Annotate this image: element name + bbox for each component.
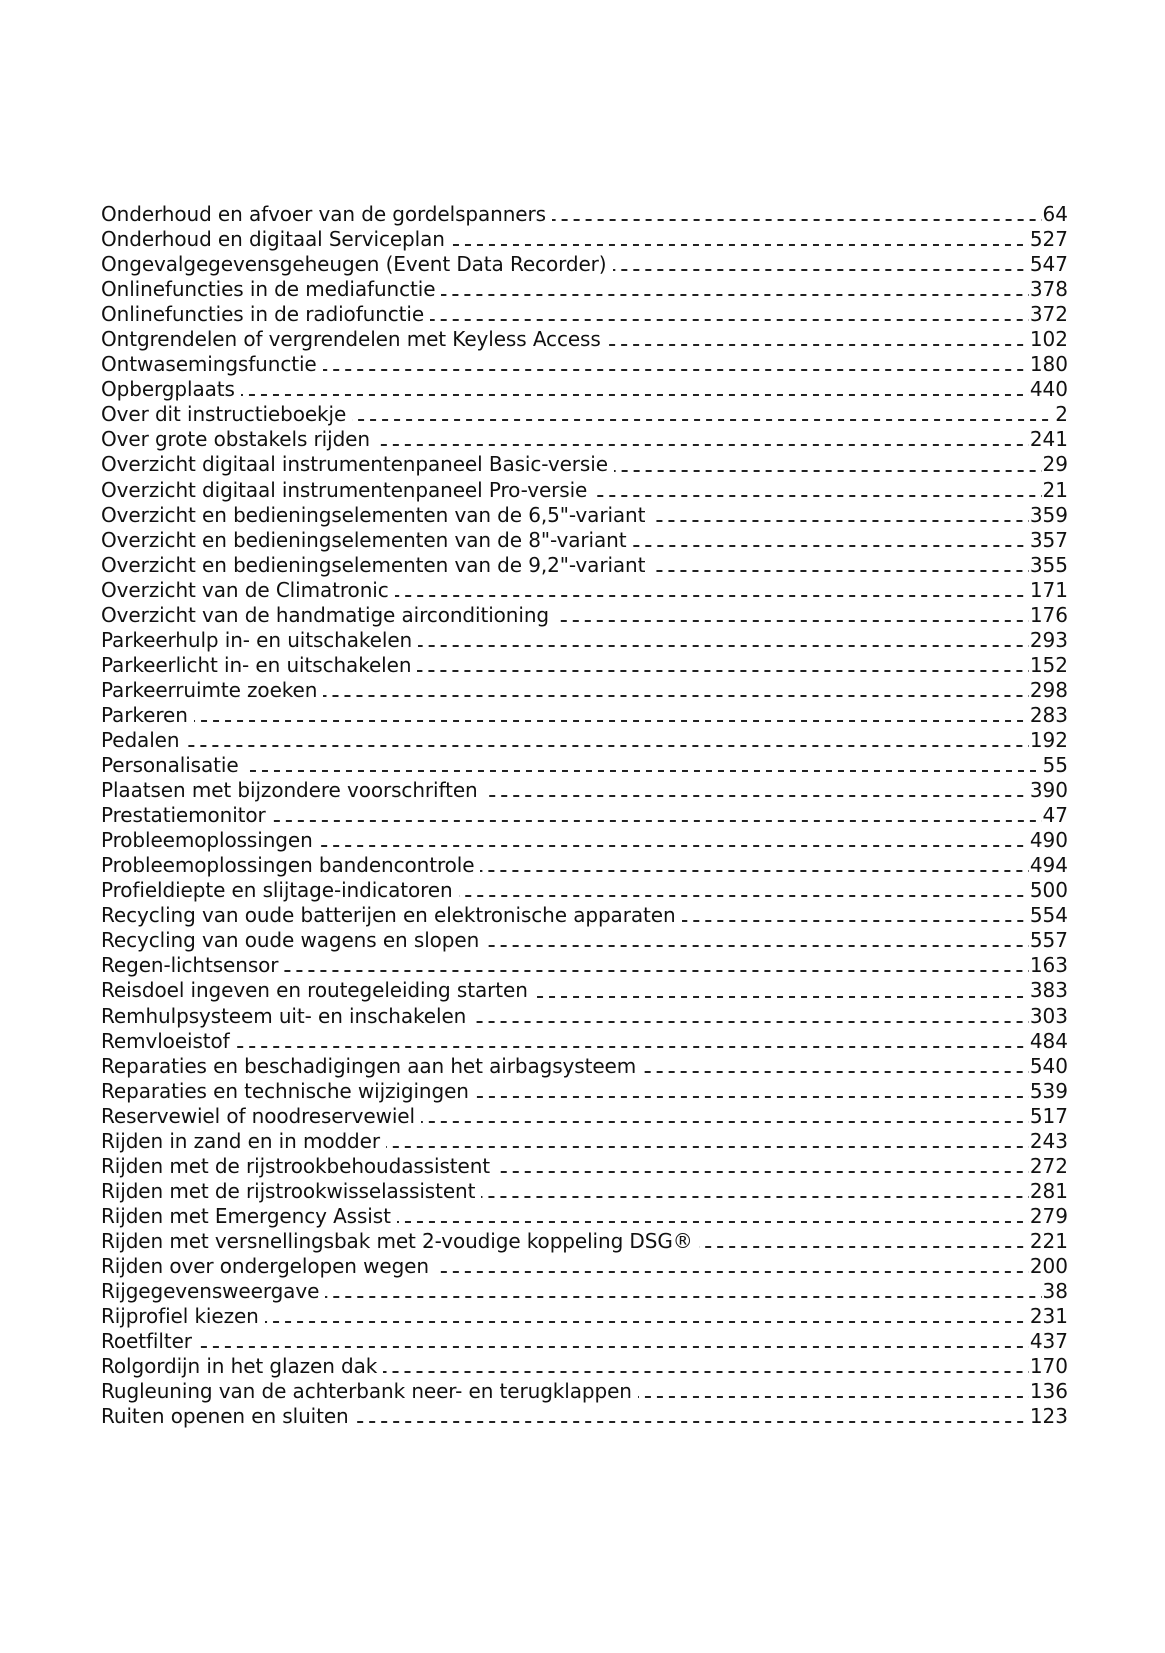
- index-entry-page: 38: [1042, 1279, 1068, 1304]
- index-entry-page: 180: [1029, 352, 1068, 377]
- index-entry[interactable]: [101, 803, 1068, 828]
- dot-leader: [418, 645, 1029, 647]
- dot-leader: [323, 695, 1028, 697]
- index-entry-label: Rijprofiel kiezen: [101, 1304, 259, 1329]
- index-entry-label: Onlinefuncties in de radiofunctie: [101, 302, 425, 327]
- index-entry-label: Remvloeistof: [101, 1028, 230, 1053]
- index-entry[interactable]: [101, 1304, 1068, 1329]
- index-entry[interactable]: [101, 828, 1068, 853]
- index-entry-label: Parkeerlicht in- en uitschakelen: [101, 652, 412, 677]
- index-entry-label: Parkeren: [101, 702, 188, 727]
- index-entry-label: Rijden in zand en in modder: [101, 1128, 380, 1153]
- index-entry-label: Onderhoud en afvoer van de gordelspanners: [101, 202, 546, 226]
- index-entry-label: Reisdoel ingeven en routegeleiding starten: [101, 978, 528, 1003]
- index-entry-page: 243: [1029, 1128, 1068, 1153]
- index-entry[interactable]: [101, 327, 1068, 352]
- dot-leader: [325, 1296, 1041, 1298]
- dot-leader: [421, 1121, 1029, 1123]
- index-entry[interactable]: [101, 878, 1068, 903]
- index-entry-page: 298: [1029, 677, 1068, 702]
- index-entry-page: 176: [1029, 602, 1068, 627]
- index-entry[interactable]: [101, 1004, 1068, 1029]
- index-entry-page: 47: [1042, 803, 1068, 828]
- index-entry[interactable]: [101, 478, 1068, 503]
- dot-leader: [451, 244, 1029, 246]
- dot-leader: [236, 1046, 1029, 1048]
- index-entry-label: Recycling van oude batterijen en elektronische apparaten: [101, 903, 676, 928]
- index-entry-label: Ontgrendelen of vergrendelen met Keyless Access: [101, 327, 601, 352]
- dot-leader: [593, 495, 1041, 497]
- index-entry-page: 279: [1029, 1203, 1068, 1228]
- index-entry[interactable]: [101, 302, 1068, 327]
- index-entry[interactable]: [101, 377, 1068, 402]
- index-entry-label: Parkeerhulp in- en uitschakelen: [101, 627, 413, 652]
- index-entry[interactable]: [101, 1154, 1068, 1179]
- index-entry-label: Plaatsen met bijzondere voorschriften: [101, 778, 478, 803]
- index-entry-label: Rijgegevensweergave: [101, 1279, 320, 1304]
- index-entry[interactable]: [101, 628, 1068, 653]
- dot-leader: [633, 545, 1029, 547]
- index-entry-label: Overzicht en bedieningselementen van de 6,5"-variant: [101, 502, 646, 527]
- dot-leader: [642, 1071, 1029, 1073]
- dot-leader: [555, 620, 1029, 622]
- index-entry[interactable]: [101, 1379, 1068, 1404]
- index-entry-label: Pedalen: [101, 727, 180, 752]
- index-entry-page: 547: [1029, 252, 1068, 277]
- dot-leader: [534, 996, 1029, 998]
- dot-leader: [383, 1371, 1029, 1373]
- index-entry[interactable]: [101, 202, 1068, 227]
- index-entry-page: 484: [1029, 1028, 1068, 1053]
- index-entry-label: Overzicht van de handmatige airconditioning: [101, 602, 550, 627]
- index-entry-page: 283: [1029, 702, 1068, 727]
- dot-leader: [198, 1346, 1029, 1348]
- index-entry-label: Onderhoud en digitaal Serviceplan: [101, 227, 445, 252]
- index-entry-label: Reparaties en technische wijzigingen: [101, 1078, 469, 1103]
- index-entry-label: Remhulpsysteem uit- en inschakelen: [101, 1003, 467, 1028]
- index-entry-page: 29: [1042, 452, 1068, 477]
- dot-leader: [607, 344, 1029, 346]
- dot-leader: [441, 294, 1028, 296]
- dot-leader: [485, 945, 1029, 947]
- index-entry[interactable]: [101, 928, 1068, 953]
- dot-leader: [352, 419, 1054, 421]
- index-entry-page: 163: [1029, 953, 1068, 978]
- index-entry-page: 355: [1029, 552, 1068, 577]
- dot-leader: [194, 720, 1029, 722]
- index-entry-page: 272: [1029, 1153, 1068, 1178]
- index-entry-label: Profieldiepte en slijtage-indicatoren: [101, 878, 453, 903]
- index-entry[interactable]: [101, 603, 1068, 628]
- dot-leader: [319, 845, 1029, 847]
- index-entry-label: Overzicht van de Climatronic: [101, 577, 389, 602]
- index-entry-label: Overzicht digitaal instrumentenpaneel Pro-versie: [101, 477, 588, 502]
- index-entry-page: 136: [1029, 1379, 1068, 1404]
- dot-leader: [475, 1096, 1029, 1098]
- dot-leader: [272, 820, 1042, 822]
- index-entry[interactable]: [101, 1054, 1068, 1079]
- index-entry-page: 383: [1029, 978, 1068, 1003]
- dot-leader: [472, 1021, 1029, 1023]
- index-entry-label: Opbergplaats: [101, 377, 235, 402]
- index-entry-page: 557: [1029, 928, 1068, 953]
- dot-leader: [397, 1221, 1029, 1223]
- index-entry-label: Rijden met de rijstrookwisselassistent: [101, 1178, 476, 1203]
- index-entry[interactable]: [101, 1279, 1068, 1304]
- dot-leader: [355, 1421, 1029, 1423]
- index-entry-label: Overzicht en bedieningselementen van de 9,2"-variant: [101, 552, 646, 577]
- dot-leader: [459, 895, 1029, 897]
- index-entry-page: 2: [1055, 402, 1068, 427]
- index-entry-label: Rugleuning van de achterbank neer- en terugklappen: [101, 1379, 632, 1404]
- dot-leader: [435, 1271, 1029, 1273]
- index-entry-label: Rijden over ondergelopen wegen: [101, 1253, 429, 1278]
- index-entry[interactable]: [101, 1179, 1068, 1204]
- index-entry-label: Reservewiel of noodreservewiel: [101, 1103, 415, 1128]
- index-entry-label: Ongevalgegevensgeheugen (Event Data Recorder): [101, 252, 607, 277]
- index-entry-page: 440: [1029, 377, 1068, 402]
- index-entry-label: Over dit instructieboekje: [101, 402, 347, 427]
- index-entry-page: 357: [1029, 527, 1068, 552]
- index-entry[interactable]: [101, 402, 1068, 427]
- index-entry-label: Parkeerruimte zoeken: [101, 677, 318, 702]
- index-entry[interactable]: [101, 653, 1068, 678]
- index-entry[interactable]: [101, 853, 1068, 878]
- index-entry-label: Over grote obstakels rijden: [101, 427, 370, 452]
- index-entry[interactable]: [101, 553, 1068, 578]
- index-entry-label: Reparaties en beschadigingen aan het airbagsysteem: [101, 1053, 637, 1078]
- index-entry-label: Rijden met de rijstrookbehoudassistent: [101, 1153, 491, 1178]
- index-entry-page: 281: [1029, 1178, 1068, 1203]
- index-entry-label: Recycling van oude wagens en slopen: [101, 928, 480, 953]
- index-list: [101, 202, 1068, 1429]
- dot-leader: [395, 595, 1029, 597]
- dot-leader: [376, 444, 1029, 446]
- index-entry[interactable]: [101, 1129, 1068, 1154]
- index-entry[interactable]: [101, 778, 1068, 803]
- index-entry-label: Personalisatie: [101, 753, 239, 778]
- dot-leader: [651, 520, 1028, 522]
- index-entry-label: Overzicht en bedieningselementen van de 8"-variant: [101, 527, 627, 552]
- index-entry-page: 539: [1029, 1078, 1068, 1103]
- index-entry-page: 293: [1029, 627, 1068, 652]
- index-entry-label: Overzicht digitaal instrumentenpaneel Basic-versie: [101, 452, 608, 477]
- index-entry-label: Roetfilter: [101, 1329, 192, 1354]
- index-entry[interactable]: [101, 1404, 1068, 1429]
- dot-leader: [185, 745, 1028, 747]
- index-entry-page: 517: [1029, 1103, 1068, 1128]
- index-entry-label: Probleemoplossingen: [101, 828, 313, 853]
- dot-leader: [245, 770, 1042, 772]
- index-entry[interactable]: [101, 578, 1068, 603]
- index-entry[interactable]: [101, 1029, 1068, 1054]
- dot-leader: [614, 470, 1042, 472]
- index-entry[interactable]: [101, 503, 1068, 528]
- index-entry-page: 21: [1042, 477, 1068, 502]
- index-entry-label: Prestatiemonitor: [101, 803, 266, 828]
- index-entry-label: Ruiten openen en sluiten: [101, 1404, 349, 1429]
- index-entry[interactable]: [101, 277, 1068, 302]
- index-entry-label: Regen-lichtsensor: [101, 953, 279, 978]
- index-entry-page: 170: [1029, 1354, 1068, 1379]
- index-entry-label: Rijden met versnellingsbak met 2-voudige koppeling DSG®: [101, 1228, 693, 1253]
- index-entry-page: 152: [1029, 652, 1068, 677]
- index-entry-page: 378: [1029, 277, 1068, 302]
- index-entry-label: Rolgordijn in het glazen dak: [101, 1354, 378, 1379]
- dot-leader: [496, 1171, 1029, 1173]
- index-entry[interactable]: [101, 1254, 1068, 1279]
- dot-leader: [484, 795, 1029, 797]
- index-entry-page: 390: [1029, 778, 1068, 803]
- index-entry[interactable]: [101, 903, 1068, 928]
- index-entry[interactable]: [101, 678, 1068, 703]
- index-entry-page: 192: [1029, 727, 1068, 752]
- index-entry[interactable]: [101, 1354, 1068, 1379]
- index-entry[interactable]: [101, 452, 1068, 477]
- dot-leader: [284, 970, 1028, 972]
- index-entry-page: 64: [1042, 202, 1068, 226]
- index-entry-page: 490: [1029, 828, 1068, 853]
- dot-leader: [386, 1146, 1029, 1148]
- index-entry-page: 494: [1029, 853, 1068, 878]
- index-entry-page: 231: [1029, 1304, 1068, 1329]
- index-entry-page: 540: [1029, 1053, 1068, 1078]
- dot-leader: [699, 1246, 1029, 1248]
- index-entry[interactable]: [101, 1104, 1068, 1129]
- index-entry-page: 437: [1029, 1329, 1068, 1354]
- index-entry-label: Onlinefuncties in de mediafunctie: [101, 277, 436, 302]
- index-entry-page: 554: [1029, 903, 1068, 928]
- dot-leader: [265, 1321, 1029, 1323]
- dot-leader: [552, 219, 1042, 221]
- index-entry-page: 500: [1029, 878, 1068, 903]
- dot-leader: [323, 369, 1029, 371]
- index-entry[interactable]: [101, 227, 1068, 252]
- index-entry-page: 241: [1029, 427, 1068, 452]
- index-entry-page: 200: [1029, 1253, 1068, 1278]
- index-entry-page: 527: [1029, 227, 1068, 252]
- dot-leader: [481, 1196, 1028, 1198]
- index-entry[interactable]: [101, 728, 1068, 753]
- index-entry-page: 303: [1029, 1003, 1068, 1028]
- index-entry[interactable]: [101, 528, 1068, 553]
- index-entry[interactable]: [101, 252, 1068, 277]
- dot-leader: [682, 920, 1029, 922]
- index-entry-page: 123: [1029, 1404, 1068, 1429]
- index-entry-page: 359: [1029, 502, 1068, 527]
- index-entry[interactable]: [101, 427, 1068, 452]
- dot-leader: [613, 269, 1029, 271]
- index-entry-page: 55: [1042, 753, 1068, 778]
- index-entry-label: Probleemoplossingen bandencontrole: [101, 853, 475, 878]
- index-entry[interactable]: [101, 1079, 1068, 1104]
- dot-leader: [417, 670, 1028, 672]
- index-entry-page: 372: [1029, 302, 1068, 327]
- index-entry[interactable]: [101, 1204, 1068, 1229]
- index-entry[interactable]: [101, 978, 1068, 1003]
- index-entry[interactable]: [101, 1229, 1068, 1254]
- dot-leader: [651, 570, 1028, 572]
- index-entry-page: 102: [1029, 327, 1068, 352]
- dot-leader: [241, 394, 1029, 396]
- index-entry-label: Rijden met Emergency Assist: [101, 1203, 391, 1228]
- index-entry[interactable]: [101, 1329, 1068, 1354]
- dot-leader: [430, 319, 1029, 321]
- dot-leader: [480, 870, 1028, 872]
- index-entry-page: 171: [1029, 577, 1068, 602]
- dot-leader: [638, 1396, 1029, 1398]
- index-entry-page: 221: [1029, 1228, 1068, 1253]
- index-entry[interactable]: [101, 352, 1068, 377]
- index-entry-label: Ontwasemingsfunctie: [101, 352, 317, 377]
- index-entry[interactable]: [101, 753, 1068, 778]
- index-entry[interactable]: [101, 703, 1068, 728]
- index-entry[interactable]: [101, 953, 1068, 978]
